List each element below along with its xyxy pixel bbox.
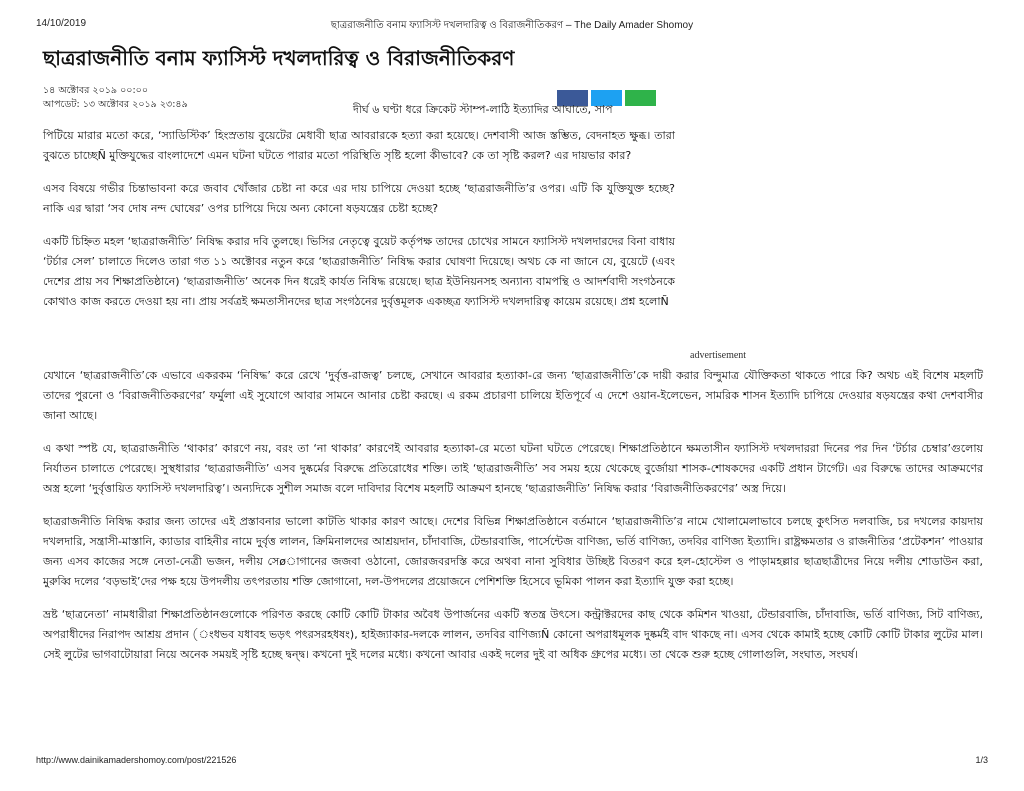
print-date: 14/10/2019	[36, 18, 87, 29]
whatsapp-share-button[interactable]	[625, 90, 656, 106]
article-meta	[43, 84, 675, 122]
paragraph-3-part-1: একটি চিহ্নিত মহল ‘ছাত্ররাজনীতি’ নিষিদ্ধ করার দবি তুলছে। ভিসির নেতৃত্বে বুয়েট কর্তৃপক্ষ তাদের চোখের সামনে ফ্যাসিস্ট দখলদারদের বিনা বাধায় ‘টর্চার সেল’ চালাতে দিলেও তারা গত ১১ অক্টোবর নতুন করে ‘ছাত্ররাজনীতি’ নিষিদ্ধ করার ঘোষণা দিয়েছে। অথচ কে না জানে যে, বুয়েটে (এবং দেশের প্রায় সব শিক্ষাপ্রতিষ্ঠানে) ‘ছাত্ররাজনীতি’ অনেক দিন ধরেই কার্যত নিষিদ্ধ রয়েছে। ছাত্র ইউনিয়নসহ অন্যান্য বামপন্থি ও আদর্শবাদী সংগঠনকে কোথাও কাজ করতে দেওয়া হয় না। প্রায় সর্বত্রই ক্ষমতাসীনদের ছাত্র সংগঠনের দুর্বৃত্তমূলক একচ্ছত্র ফ্যাসিস্ট দখলদারিত্ব কায়েম রয়েছে। প্রশ্ন হলোÑ	[43, 235, 675, 308]
print-footer	[36, 755, 988, 769]
updated-date: আপডেট: ১৩ অক্টোবর ২০১৯ ২৩:৪৯	[43, 99, 188, 110]
advertisement-label: advertisement	[690, 350, 747, 361]
print-url[interactable]: http://www.dainikamadershomoy.com/post/221526	[36, 755, 237, 765]
print-header	[36, 18, 988, 34]
print-page-title: ছাত্ররাজনীতি বনাম ফ্যাসিস্ট দখলদারিত্ব ও বিরাজনীতিকরণ – The Daily Amader Shomoy	[330, 20, 694, 31]
article-lead: দীর্ঘ ৬ ঘণ্টা ধরে ক্রিকেট স্টাম্প-লাঠি ইত্যাদির আঘাতে, সাপ	[353, 103, 613, 116]
print-page-number: 1/3	[975, 755, 988, 765]
article	[43, 40, 675, 312]
article-headline: ছাত্ররাজনীতি বনাম ফ্যাসিস্ট দখলদারিত্ব ও বিরাজনীতিকরণ	[43, 46, 515, 70]
paragraph-4: এ কথা স্পষ্ট যে, ছাত্ররাজনীতি ‘থাকার’ কারণে নয়, বরং তা ‘না থাকার’ কারণেই আবরার হত্যাকা-রে মতো ঘটনা ঘটতে পেরেছে। শিক্ষাপ্রতিষ্ঠানে ক্ষমতাসীন ফ্যাসিস্ট দখলদাররা দিনের পর দিন ‘টর্চার চেম্বার’গুলোয় নির্যাতন চালাতে পেরেছে। সুস্থধারার ‘ছাত্ররাজনীতি’ এসব দুষ্কর্মের বিরুদ্ধে প্রতিরোধের শক্তি। তাই ‘ছাত্ররাজনীতি’ সব সময় হয়ে থেকেছে বুর্জোয়া শাসক-শোষকদের একটি প্রধান টার্গেট। এর বিরুদ্ধে তাদের আক্রমণের অস্ত্র হলো ‘দুর্বৃত্তায়িত ফ্যাসিস্ট দখলদারিত্ব’। অন্যদিকে সুশীল সমাজ বলে দাবিদার বিশেষ মহলটি আক্রমণ হানছে ‘ছাত্ররাজনীতি’ নিষিদ্ধ করার ‘বিরাজনীতিকরণের’ অস্ত্র দিয়ে।	[43, 442, 983, 495]
paragraph-5: ছাত্ররাজনীতি নিষিদ্ধ করার জন্য তাদের এই প্রস্তাবনার ভালো কাটতি থাকার কারণ আছে। দেশের বিভিন্ন শিক্ষাপ্রতিষ্ঠানে বর্তমানে ‘ছাত্ররাজনীতি’র নামে খোলামেলাভাবে চলছে কুৎসিত দলবাজি, চর দখলের কায়দায় দখলদারি, সন্ত্রাসী-মাস্তানি, ক্যাডার বাহিনীর নামে দুর্বৃত্ত লালন, ক্রিমিনালদের আশ্রয়দান, চাঁদাবাজি, টেন্ডারবাজি, পার্সেন্টেজ বাণিজ্য, ভর্তি বাণিজ্য, তদবির বাণিজ্য ইত্যাদি। রাষ্ট্রক্ষমতার ও রাজনীতির ‘প্রটেকশন’ পাওয়ার জন্য এসব কাজের সঙ্গে নেতা-নেত্রী ভজন, দলীয় সেøাগানের জজবা ওঠানো, জোরজবরদস্তি করে অথবা নানা সুবিধার উচ্ছিষ্ট বিতরণ করে হল-হোস্টেল ও পাড়ামহল্লার ছাত্রছাত্রীদের নিয়ে দলীয় শোডাউন করা, মুরুব্বি দলের ‘বড়ভাই’দের পক্ষ হয়ে উপদলীয় তৎপরতায় শক্তি জোগানো, দল-উপদলের প্রয়োজনে পেশিশক্তি হিসেবে ভূমিকা পালন করা ইত্যাদি যুক্ত করা হচ্ছে।	[43, 515, 983, 588]
article-wide-body	[43, 366, 983, 678]
paragraph-1: পিটিয়ে মারার মতো করে, ‘স্যাডিস্টিক’ হিংস্রতায় বুয়েটের মেধাবী ছাত্র আবরারকে হত্যা করা হয়েছে। দেশবাসী আজ স্তম্ভিত, বেদনাহত ক্ষুব্ধ। তারা বুঝতে চাচ্ছেÑ মুক্তিযুদ্ধের বাংলাদেশে এমন ঘটনা ঘটতে পারার মতো পরিস্থিতি সৃষ্টি হলো কীভাবে? কে তা সৃষ্টি করল? এর দায়ভার কার?	[43, 129, 675, 162]
published-date: ১৪ অক্টোবর ২০১৯ ০০:০০	[43, 85, 149, 96]
paragraph-2: এসব বিষয়ে গভীর চিন্তাভাবনা করে জবাব খোঁজার চেষ্টা না করে এর দায় চাপিয়ে দেওয়া হচ্ছে ‘ছাত্ররাজনীতি’র ওপর। এটি কি যুক্তিযুক্ত হচ্ছে? নাকি এর দ্বারা ‘সব দোষ নন্দ ঘোষের’ ওপর চাপিয়ে দিয়ে অন্য কোনো ষড়যন্ত্রের চেষ্টা হচ্ছে?	[43, 182, 675, 215]
paragraph-6: ভ্রষ্ট ‘ছাত্রনেতা’ নামধারীরা শিক্ষাপ্রতিষ্ঠানগুলোকে পরিণত করছে কোটি কোটি টাকার অবৈধ উপার্জনের একটি স্বতন্ত্র উৎসে। কন্ট্রাক্টরদের কাছ থেকে কমিশন খাওয়া, টেন্ডারবাজি, চাঁদাবাজি, ভর্তি বাণিজ্য, সিট বাণিজ্য, অপরাধীদের নিরাপদ আশ্রয় প্রদান (ংধভব যধাবহ ভড়ৎ পৎরসরহধষং), হাইজ্যাকার-দলকে লালন, তদবির বাণিজ্যÑ কোনো অপরাধমূলক দুষ্কর্মই বাদ থাকছে না। এসব থেকে কামাই হচ্ছে কোটি কোটি টাকার লুটের মাল। সেই লুটের ভাগবাটোয়ারা নিয়ে অনেক সময়ই সৃষ্টি হচ্ছে দ্বন্দ্ব। কখনো দুই দলের মধ্যে। কখনো আবার একই দলের দুই বা অধিক গ্রুপের মধ্যে। তা থেকে শুরু হচ্ছে গোলাগুলি, সংঘাত, সংঘর্ষ।	[43, 608, 983, 661]
paragraph-3-part-2: যেখানে ‘ছাত্ররাজনীতি’কে এভাবে একরকম ‘নিষিদ্ধ’ করে রেখে ‘দুর্বৃত্ত-রাজত্ব’ চলছে, সেখানে আবরার হত্যাকা-রে জন্য ‘ছাত্ররাজনীতি’কে দায়ী করার বিন্দুমাত্র যৌক্তিকতা থাকতে পারে কি? অথচ এই বিশেষ মহলটি তাদের পুরনো ও ‘বিরাজনীতিকরণের’ ফর্মুলা এই সুযোগে আবার সামনে আনার চেষ্টা করছে। এ রকম প্রচারণা চালিয়ে ইতিপূর্বে এ দেশে ওয়ান-ইলেভেন, সামরিক শাসন ইত্যাদি চাপিয়ে দেওয়ার ষড়যন্ত্রের কথা দেশবাসীর জানা আছে।	[43, 369, 983, 422]
